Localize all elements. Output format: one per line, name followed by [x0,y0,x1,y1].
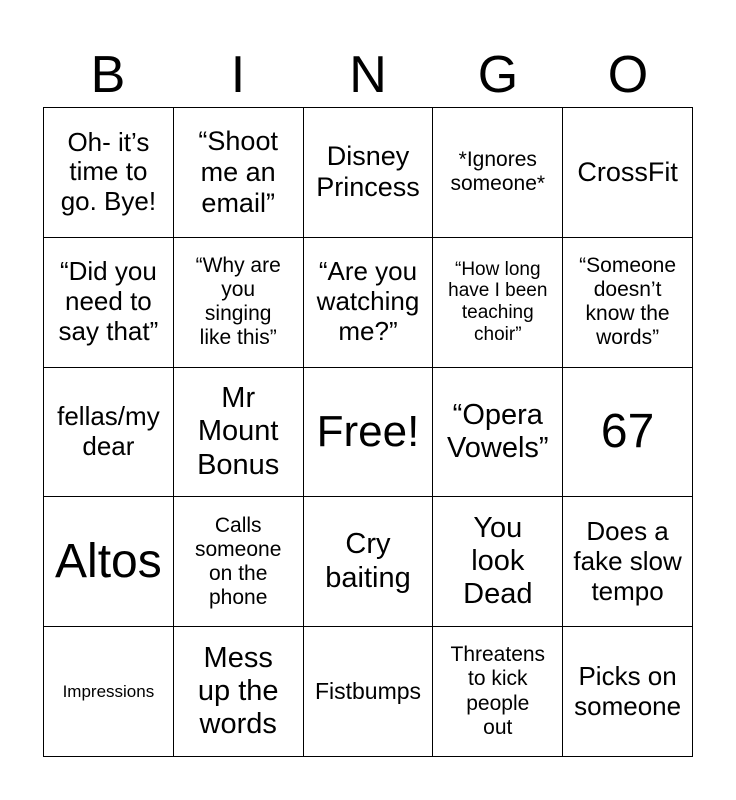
header-letter-i: I [230,46,246,104]
bingo-cell[interactable] [433,497,563,627]
bingo-cell[interactable] [433,238,563,368]
cell-text: 67 [600,405,655,459]
cell-text: “Opera Vowels” [447,398,549,464]
cell-text: Does a fake slow tempo [573,515,682,606]
cell-text: “Why are you singing like this” [195,253,281,350]
bingo-header [43,44,693,106]
cell-text: Mess up the words [197,641,279,741]
cell-text: “Someone doesn’t know the words” [579,253,677,350]
bingo-cell[interactable] [174,627,304,757]
cell-text: “Did you need to say that” [58,256,159,347]
bingo-cell[interactable] [174,368,304,498]
bingo-cell[interactable] [563,238,693,368]
bingo-cell[interactable] [304,108,434,238]
bingo-board [43,107,693,757]
bingo-cell[interactable] [44,238,174,368]
cell-text: Mr Mount Bonus [197,381,280,481]
bingo-cell[interactable] [174,497,304,627]
cell-text: Fistbumps [314,678,422,705]
cell-text: Calls someone on the phone [195,513,282,609]
cell-text: CrossFit [577,156,678,187]
bingo-cell[interactable] [563,108,693,238]
cell-text: “How long have I been teaching choir” [448,258,548,346]
cell-text: “Are you watching me?” [316,256,420,347]
free-space-text: Free! [316,406,420,456]
cell-text: *Ignores someone* [450,148,546,196]
bingo-cell[interactable] [563,368,693,498]
cell-text: fellas/my dear [57,401,160,461]
header-letter-n: N [349,46,387,104]
cell-text: Disney Princess [316,141,420,203]
cell-text: Picks on someone [574,660,682,721]
bingo-cell[interactable] [563,497,693,627]
cell-text: Cry baiting [325,528,411,594]
header-letter-o: O [607,46,649,104]
bingo-cell[interactable] [304,497,434,627]
bingo-cell[interactable] [433,108,563,238]
bingo-cell[interactable] [433,368,563,498]
bingo-cell[interactable] [44,627,174,757]
bingo-cell[interactable] [44,497,174,627]
bingo-cell[interactable] [433,627,563,757]
cell-text: You look Dead [463,511,533,611]
cell-text: Oh- it’s time to go. Bye! [60,126,157,217]
header-letter-g: G [477,46,519,104]
cell-text: “Shoot me an email” [198,125,278,218]
cell-text: Threatens to kick people out [450,643,546,739]
bingo-cell[interactable] [44,108,174,238]
cell-text: Impressions [62,681,155,701]
bingo-cell[interactable] [174,108,304,238]
header-letter-b: B [90,46,126,104]
bingo-cell[interactable] [304,238,434,368]
free-space-cell[interactable] [304,368,434,498]
bingo-cell[interactable] [44,368,174,498]
bingo-cell[interactable] [563,627,693,757]
cell-text: Altos [55,535,162,589]
bingo-cell[interactable] [174,238,304,368]
bingo-cell[interactable] [304,627,434,757]
